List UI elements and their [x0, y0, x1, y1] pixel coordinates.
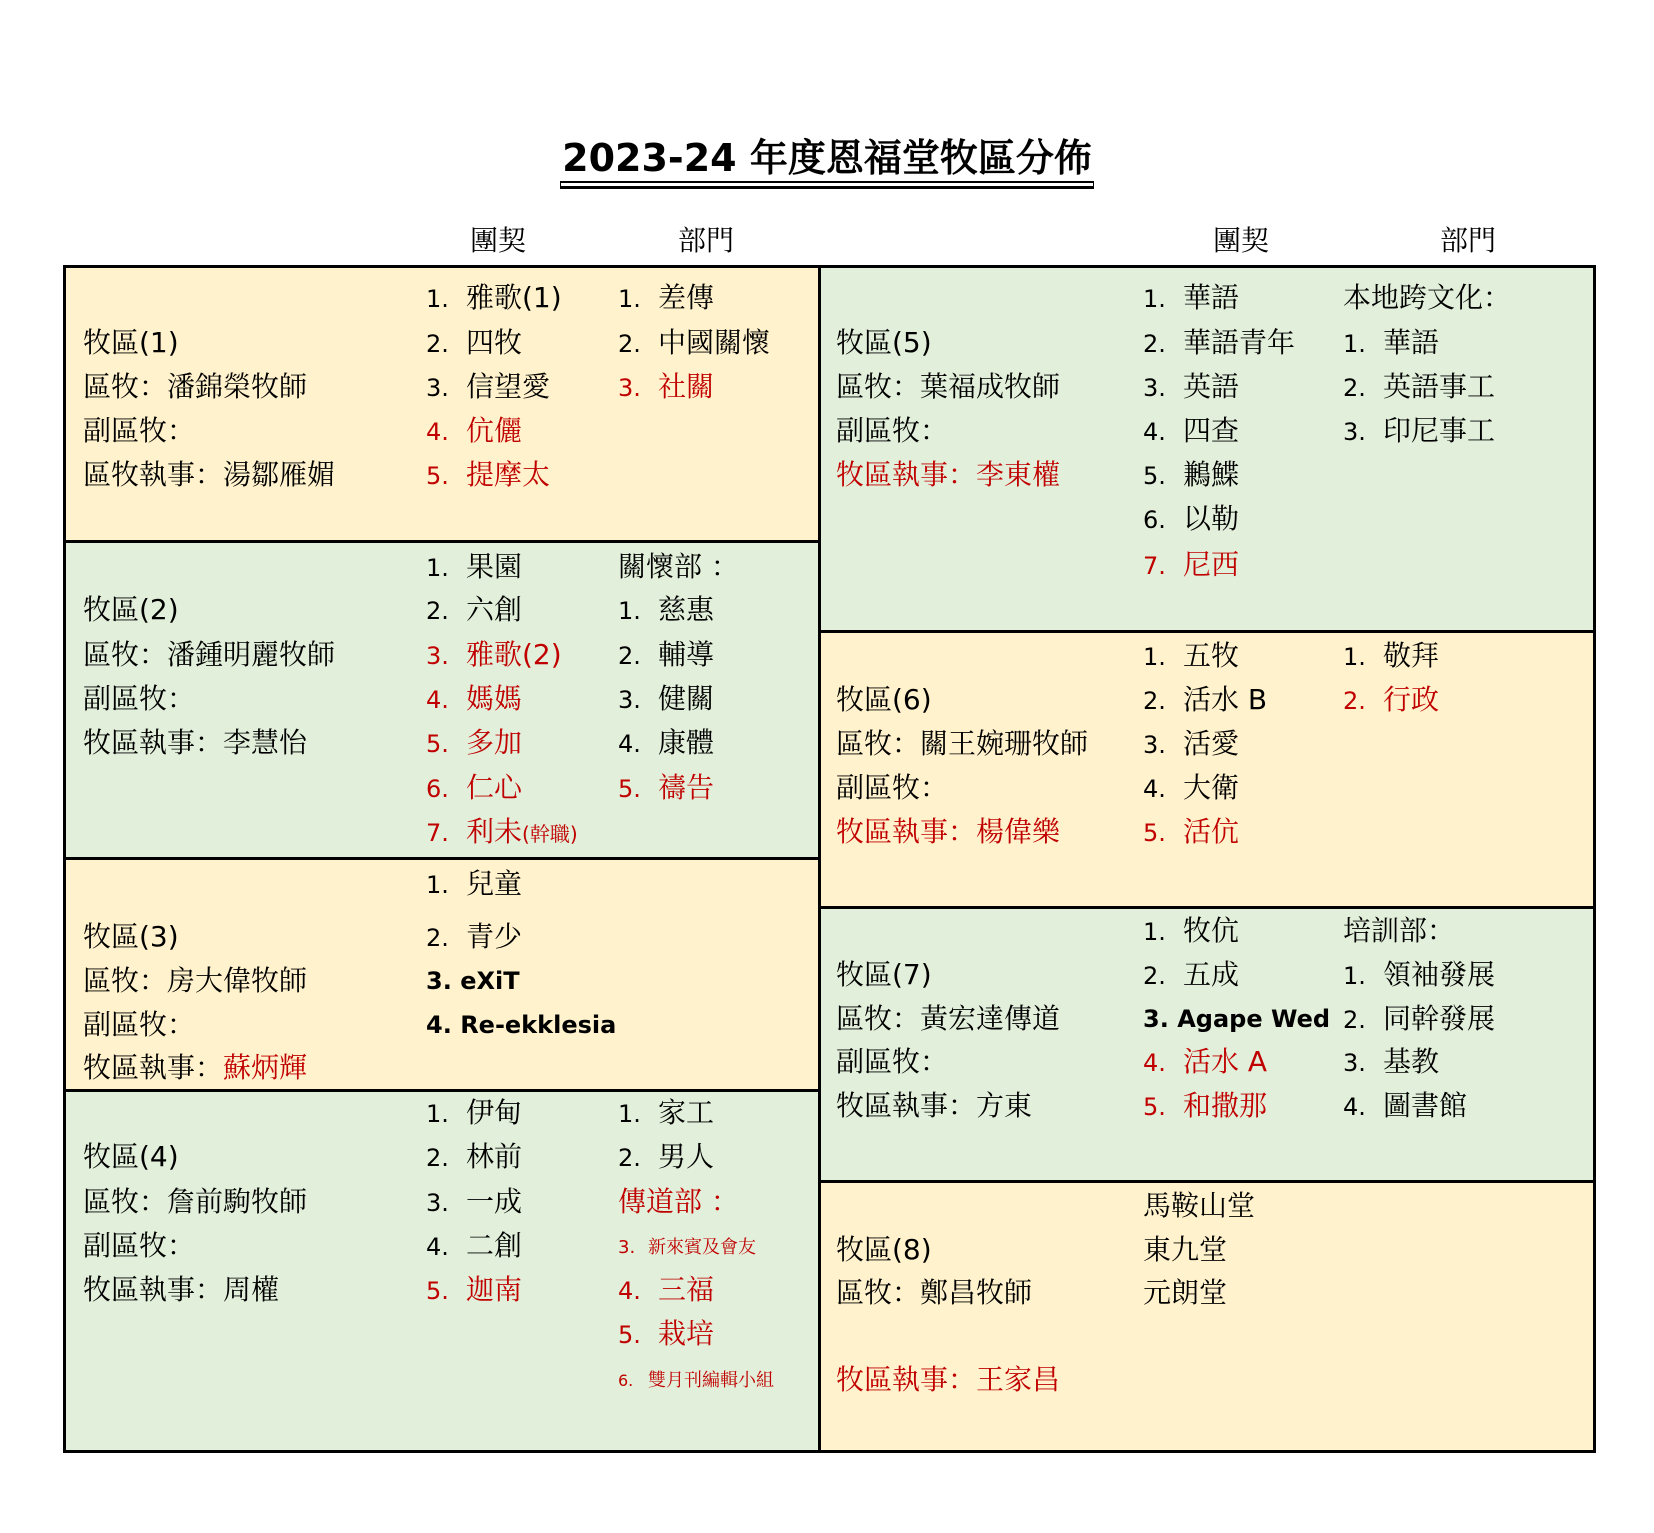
zone-4-cell — [66, 1089, 818, 1450]
zone-7-cell — [821, 906, 1596, 1180]
zone-1-cell — [66, 268, 818, 540]
fellowship-item: 2. 林前 — [426, 1140, 523, 1173]
zone-3-cell — [66, 857, 818, 1089]
department-item: 1. 華語 — [1343, 326, 1440, 359]
header-department-right: 部門 — [1440, 224, 1497, 257]
fellowship-item: 7. 尼西 — [1143, 548, 1240, 581]
department-item: 4. 三福 — [618, 1273, 715, 1306]
zone-6-cell — [821, 630, 1596, 906]
fellowship-item: 馬鞍山堂 — [1143, 1189, 1256, 1222]
zone-name: 牧區(5) — [836, 326, 932, 359]
fellowship-item: 4. 大衛 — [1143, 771, 1240, 804]
department-item: 1. 領袖發展 — [1343, 958, 1496, 991]
department-item: 2. 男人 — [618, 1140, 715, 1173]
fellowship-item: 1. 果園 — [426, 550, 523, 583]
fellowship-item: 4. 伉儷 — [426, 414, 523, 447]
fellowship-item: 4. Re-ekklesia — [426, 1011, 617, 1039]
department-item: 2. 中國關懷 — [618, 326, 771, 359]
zone-deacon: 牧區執事：王家昌 — [836, 1363, 1061, 1396]
fellowship-item: 5. 多加 — [426, 726, 523, 759]
department-item: 3. 印尼事工 — [1343, 414, 1496, 447]
department-item: 1. 家工 — [618, 1096, 715, 1129]
zone-name: 牧區(4) — [83, 1140, 179, 1173]
department-item: 5. 栽培 — [618, 1317, 715, 1350]
fellowship-item: 5. 鶼鰈 — [1143, 458, 1240, 491]
fellowship-item: 2. 青少 — [426, 920, 523, 953]
zone-pastor: 區牧：潘鍾明麗牧師 — [83, 638, 336, 671]
fellowship-item: 3. 英語 — [1143, 370, 1240, 403]
header-department-left: 部門 — [678, 224, 735, 257]
zone-pastor: 區牧：黃宏達傳道 — [836, 1002, 1061, 1035]
fellowship-item: 1. 五牧 — [1143, 639, 1240, 672]
zone-name: 牧區(6) — [836, 683, 932, 716]
department-item: 1. 慈惠 — [618, 593, 715, 626]
column-divider — [818, 268, 821, 1450]
fellowship-item: 4. 活水 A — [1143, 1045, 1268, 1078]
fellowship-item: 2. 六創 — [426, 593, 523, 626]
page-title: 2023-24 年度恩福堂牧區分佈 — [0, 135, 1654, 183]
department-item: 5. 禱告 — [618, 771, 715, 804]
department-item: 3. 新來賓及會友 — [618, 1237, 756, 1258]
fellowship-item: 7. 利未(幹職) — [426, 815, 578, 848]
zone-board — [63, 265, 1596, 1453]
fellowship-item: 3. 信望愛 — [426, 370, 551, 403]
zone-pastor: 區牧：詹前駒牧師 — [83, 1185, 308, 1218]
department-item: 3. 健關 — [618, 682, 715, 715]
zone-5-cell — [821, 268, 1596, 630]
fellowship-item: 1. 雅歌(1) — [426, 281, 562, 314]
fellowship-item: 5. 迦南 — [426, 1273, 523, 1306]
department-heading: 培訓部： — [1343, 914, 1456, 947]
header-fellowship-right: 團契 — [1213, 224, 1270, 257]
fellowship-item: 1. 牧伉 — [1143, 914, 1240, 947]
fellowship-item: 3. Agape Wed — [1143, 1005, 1331, 1033]
zone-assistant-pastor: 副區牧： — [836, 771, 949, 804]
zone-assistant-pastor: 副區牧： — [83, 682, 196, 715]
fellowship-item: 5. 活伉 — [1143, 815, 1240, 848]
zone-pastor: 區牧：潘錦榮牧師 — [83, 370, 308, 403]
zone-assistant-pastor: 副區牧： — [83, 1008, 196, 1041]
zone-name: 牧區(3) — [83, 920, 179, 953]
zone-assistant-pastor: 副區牧： — [836, 1045, 949, 1078]
fellowship-item: 東九堂 — [1143, 1233, 1228, 1266]
fellowship-item: 1. 伊甸 — [426, 1096, 523, 1129]
zone-pastor: 區牧：鄭昌牧師 — [836, 1276, 1033, 1309]
zone-name: 牧區(8) — [836, 1233, 932, 1266]
zone-deacon: 牧區執事：蘇炳輝 — [83, 1051, 308, 1084]
department-item: 2. 行政 — [1343, 683, 1440, 716]
fellowship-item: 5. 和撒那 — [1143, 1089, 1268, 1122]
fellowship-item: 1. 華語 — [1143, 281, 1240, 314]
fellowship-item: 元朗堂 — [1143, 1276, 1228, 1309]
department-item: 6. 雙月刊編輯小組 — [618, 1370, 774, 1391]
department-heading: 關懷部 ： — [618, 550, 739, 583]
department-item: 2. 英語事工 — [1343, 370, 1496, 403]
zone-name: 牧區(7) — [836, 958, 932, 991]
zone-pastor: 區牧：關王婉珊牧師 — [836, 727, 1089, 760]
zone-deacon: 牧區執事：李東權 — [836, 458, 1061, 491]
zone-pastor: 區牧：房大偉牧師 — [83, 964, 308, 997]
zone-pastor: 區牧：葉福成牧師 — [836, 370, 1061, 403]
fellowship-item: 3. eXiT — [426, 967, 520, 995]
fellowship-item: 3. 活愛 — [1143, 727, 1240, 760]
zone-deacon: 牧區執事：方東 — [836, 1089, 1033, 1122]
zone-assistant-pastor: 副區牧： — [836, 414, 949, 447]
zone-8-cell — [821, 1180, 1596, 1450]
department-item: 1. 敬拜 — [1343, 639, 1440, 672]
fellowship-item: 1. 兒童 — [426, 867, 523, 900]
fellowship-item: 3. 雅歌(2) — [426, 638, 562, 671]
fellowship-item: 4. 媽媽 — [426, 682, 523, 715]
fellowship-item: 5. 提摩太 — [426, 458, 551, 491]
department-item: 2. 輔導 — [618, 638, 715, 671]
fellowship-item: 2. 華語青年 — [1143, 326, 1296, 359]
fellowship-item: 3. 一成 — [426, 1185, 523, 1218]
department-item: 4. 圖書館 — [1343, 1089, 1468, 1122]
fellowship-item: 2. 四牧 — [426, 326, 523, 359]
zone-deacon: 牧區執事：周權 — [83, 1273, 280, 1306]
department-item: 1. 差傳 — [618, 281, 715, 314]
zone-deacon: 牧區執事：楊偉樂 — [836, 815, 1061, 848]
zone-assistant-pastor: 副區牧： — [83, 1229, 196, 1262]
department-heading: 本地跨文化： — [1343, 281, 1512, 314]
department-item: 4. 康體 — [618, 726, 715, 759]
department-item: 3. 社關 — [618, 370, 715, 403]
fellowship-item: 6. 以勒 — [1143, 502, 1240, 535]
header-fellowship-left: 團契 — [470, 224, 527, 257]
department-item: 3. 基教 — [1343, 1045, 1440, 1078]
zone-2-cell — [66, 540, 818, 857]
zone-deacon: 牧區執事：李慧怡 — [83, 726, 308, 759]
fellowship-item: 4. 二創 — [426, 1229, 523, 1262]
zone-assistant-pastor: 副區牧： — [83, 414, 196, 447]
fellowship-item: 6. 仁心 — [426, 771, 523, 804]
zone-deacon: 區牧執事：湯鄒雁媚 — [83, 458, 336, 491]
zone-name: 牧區(2) — [83, 593, 179, 626]
fellowship-item: 2. 五成 — [1143, 958, 1240, 991]
fellowship-item: 2. 活水 B — [1143, 683, 1268, 716]
fellowship-item: 4. 四查 — [1143, 414, 1240, 447]
zone-name: 牧區(1) — [83, 326, 179, 359]
department-item: 2. 同幹發展 — [1343, 1002, 1496, 1035]
department-heading: 傳道部 ： — [618, 1185, 739, 1218]
